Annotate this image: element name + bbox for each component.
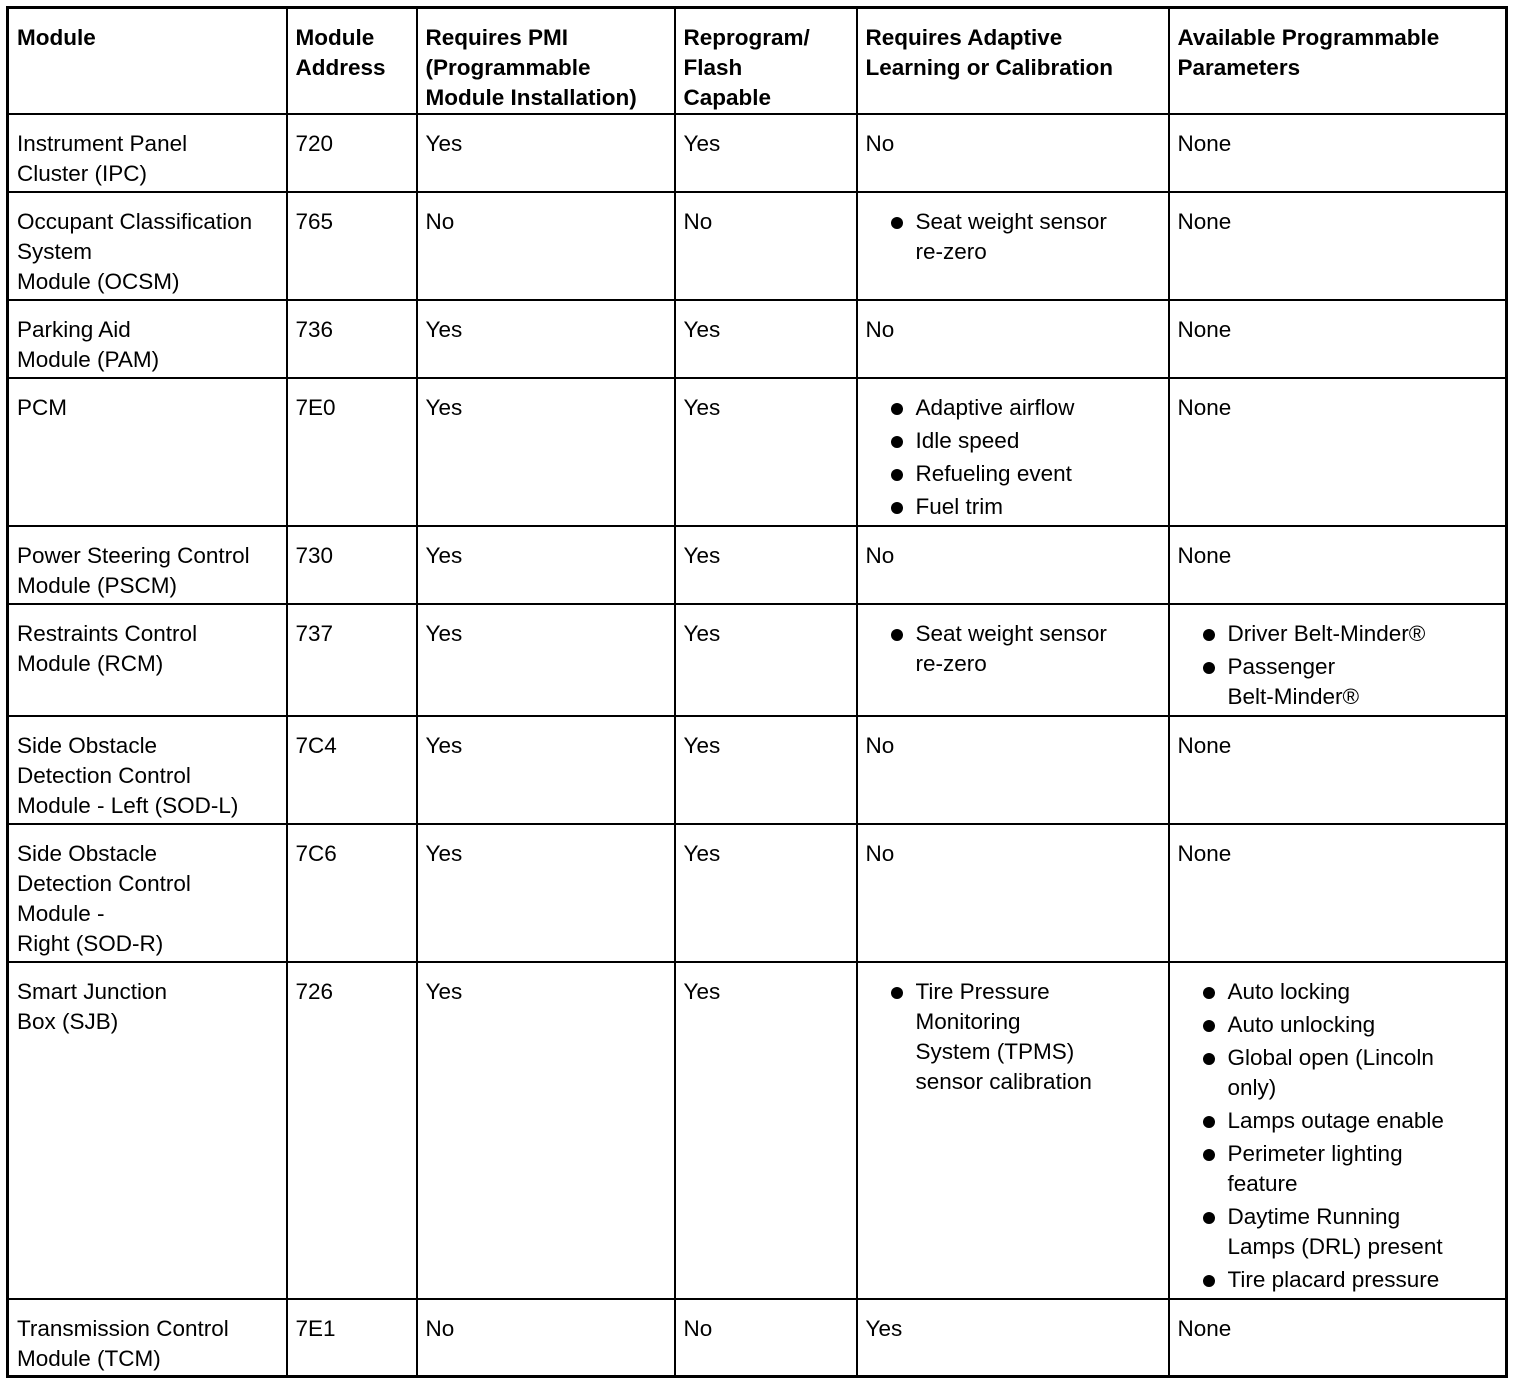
- bullet-list: [1178, 619, 1498, 712]
- bullet-text: Driver Belt-Minder®: [1227, 621, 1426, 646]
- module-address: 7C6: [287, 824, 417, 962]
- table-row: [8, 192, 1507, 300]
- bullet-list: [866, 207, 1160, 267]
- header-parameters: Available Programmable Parameters: [1169, 8, 1507, 115]
- flash-capable: Yes: [675, 716, 857, 824]
- bullet-text: Lamps outage enable: [1227, 1108, 1444, 1133]
- requires-pmi: Yes: [417, 962, 675, 1299]
- bullet-icon: [1203, 1053, 1215, 1065]
- requires-pmi: Yes: [417, 378, 675, 526]
- programmable-parameters: None: [1169, 300, 1507, 378]
- bullet-icon: [891, 436, 903, 448]
- bullet-icon: [891, 469, 903, 481]
- bullet-icon: [891, 403, 903, 415]
- module-name: PCM: [8, 378, 287, 526]
- flash-capable: Yes: [675, 526, 857, 604]
- module-address: 7E0: [287, 378, 417, 526]
- bullet-list: [866, 977, 1160, 1097]
- flash-capable: Yes: [675, 604, 857, 716]
- module-address: 720: [287, 114, 417, 192]
- bullet-text: Adaptive airflow: [915, 395, 1075, 420]
- bullet-text: Daytime Running Lamps (DRL) present: [1227, 1204, 1443, 1259]
- programmable-parameters: None: [1169, 716, 1507, 824]
- adaptive-learning: No: [857, 824, 1169, 962]
- module-name: Smart Junction Box (SJB): [8, 962, 287, 1299]
- bullet-item: [1178, 1106, 1498, 1136]
- programmable-parameters: [1169, 962, 1507, 1299]
- module-address: 765: [287, 192, 417, 300]
- bullet-icon: [1203, 629, 1215, 641]
- requires-pmi: Yes: [417, 526, 675, 604]
- table-row: [8, 526, 1507, 604]
- adaptive-learning: No: [857, 114, 1169, 192]
- programmable-parameters: None: [1169, 526, 1507, 604]
- bullet-item: [866, 619, 1160, 679]
- bullet-text: Passenger Belt-Minder®: [1227, 654, 1360, 709]
- module-address: 730: [287, 526, 417, 604]
- header-pmi: Requires PMI (Programmable Module Installation): [417, 8, 675, 115]
- bullet-text: Tire Pressure Monitoring System (TPMS) sensor calibration: [915, 979, 1092, 1094]
- programmable-parameters: None: [1169, 378, 1507, 526]
- adaptive-learning: [857, 962, 1169, 1299]
- bullet-item: [1178, 1139, 1498, 1199]
- adaptive-learning: Yes: [857, 1299, 1169, 1376]
- bullet-icon: [891, 217, 903, 229]
- adaptive-learning: [857, 192, 1169, 300]
- module-name: Transmission Control Module (TCM): [8, 1299, 287, 1376]
- programmable-parameters: None: [1169, 1299, 1507, 1376]
- flash-capable: Yes: [675, 378, 857, 526]
- bullet-text: Refueling event: [915, 461, 1072, 486]
- programmable-parameters: [1169, 604, 1507, 716]
- bullet-item: [866, 393, 1160, 423]
- programmable-parameters: None: [1169, 192, 1507, 300]
- requires-pmi: Yes: [417, 114, 675, 192]
- header-module: Module: [8, 8, 287, 115]
- flash-capable: Yes: [675, 824, 857, 962]
- programmable-parameters: None: [1169, 824, 1507, 962]
- bullet-icon: [1203, 987, 1215, 999]
- header-address: Module Address: [287, 8, 417, 115]
- bullet-list: [866, 619, 1160, 679]
- module-name: Parking Aid Module (PAM): [8, 300, 287, 378]
- header-adaptive: Requires Adaptive Learning or Calibration: [857, 8, 1169, 115]
- adaptive-learning: No: [857, 716, 1169, 824]
- module-table: [6, 6, 1508, 1378]
- flash-capable: Yes: [675, 962, 857, 1299]
- bullet-text: Seat weight sensor re-zero: [915, 209, 1107, 264]
- module-name: Power Steering Control Module (PSCM): [8, 526, 287, 604]
- bullet-item: [866, 492, 1160, 522]
- bullet-item: [1178, 1265, 1498, 1295]
- module-name: Side Obstacle Detection Control Module - Left (SOD-L): [8, 716, 287, 824]
- requires-pmi: Yes: [417, 604, 675, 716]
- flash-capable: Yes: [675, 114, 857, 192]
- table-row: [8, 300, 1507, 378]
- bullet-icon: [891, 629, 903, 641]
- requires-pmi: No: [417, 192, 675, 300]
- table-row: [8, 962, 1507, 1299]
- module-name: Occupant Classification System Module (OCSM): [8, 192, 287, 300]
- flash-capable: Yes: [675, 300, 857, 378]
- adaptive-learning: [857, 604, 1169, 716]
- bullet-item: [1178, 652, 1498, 712]
- flash-capable: No: [675, 192, 857, 300]
- bullet-list: [866, 393, 1160, 522]
- bullet-item: [1178, 1202, 1498, 1262]
- bullet-icon: [1203, 1212, 1215, 1224]
- bullet-icon: [1203, 1149, 1215, 1161]
- bullet-list: [1178, 977, 1498, 1295]
- bullet-text: Auto unlocking: [1227, 1012, 1376, 1037]
- bullet-text: Global open (Lincoln only): [1227, 1045, 1434, 1100]
- table-row: [8, 1299, 1507, 1376]
- flash-capable: No: [675, 1299, 857, 1376]
- bullet-item: [1178, 1043, 1498, 1103]
- bullet-text: Idle speed: [915, 428, 1020, 453]
- bullet-icon: [891, 502, 903, 514]
- module-address: 737: [287, 604, 417, 716]
- table-row: [8, 824, 1507, 962]
- bullet-item: [1178, 619, 1498, 649]
- module-name: Side Obstacle Detection Control Module - Right (SOD-R): [8, 824, 287, 962]
- bullet-text: Seat weight sensor re-zero: [915, 621, 1107, 676]
- bullet-icon: [1203, 1020, 1215, 1032]
- module-address: 7E1: [287, 1299, 417, 1376]
- adaptive-learning: No: [857, 526, 1169, 604]
- requires-pmi: Yes: [417, 824, 675, 962]
- programmable-parameters: None: [1169, 114, 1507, 192]
- bullet-icon: [1203, 662, 1215, 674]
- module-address: 736: [287, 300, 417, 378]
- adaptive-learning: No: [857, 300, 1169, 378]
- table-row: [8, 378, 1507, 526]
- table-row: [8, 716, 1507, 824]
- bullet-item: [1178, 1010, 1498, 1040]
- requires-pmi: Yes: [417, 716, 675, 824]
- bullet-text: Perimeter lighting feature: [1227, 1141, 1403, 1196]
- table-row: [8, 114, 1507, 192]
- module-name: Restraints Control Module (RCM): [8, 604, 287, 716]
- bullet-text: Fuel trim: [915, 494, 1004, 519]
- requires-pmi: Yes: [417, 300, 675, 378]
- header-flash: Reprogram/ Flash Capable: [675, 8, 857, 115]
- bullet-icon: [1203, 1116, 1215, 1128]
- module-address: 726: [287, 962, 417, 1299]
- module-address: 7C4: [287, 716, 417, 824]
- bullet-item: [1178, 977, 1498, 1007]
- bullet-icon: [891, 987, 903, 999]
- requires-pmi: No: [417, 1299, 675, 1376]
- adaptive-learning: [857, 378, 1169, 526]
- table-row: [8, 604, 1507, 716]
- bullet-item: [866, 459, 1160, 489]
- bullet-item: [866, 207, 1160, 267]
- bullet-text: Tire placard pressure: [1227, 1267, 1440, 1292]
- bullet-item: [866, 426, 1160, 456]
- module-name: Instrument Panel Cluster (IPC): [8, 114, 287, 192]
- bullet-text: Auto locking: [1227, 979, 1351, 1004]
- bullet-item: [866, 977, 1160, 1097]
- bullet-icon: [1203, 1275, 1215, 1287]
- header-row: [8, 8, 1507, 115]
